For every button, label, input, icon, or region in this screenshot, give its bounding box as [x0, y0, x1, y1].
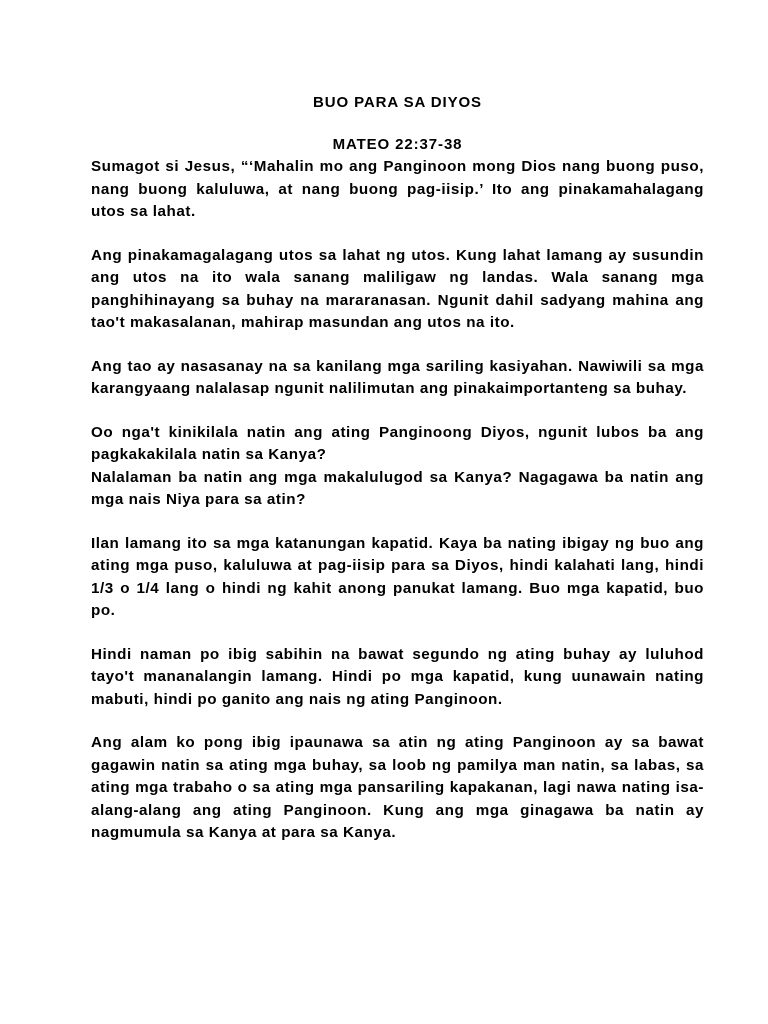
paragraph-2: Ang pinakamagalagang utos sa lahat ng utos. Kung lahat lamang ay susundin ang utos na ito wala sanang maliligaw ng landas. Wala sanang mga panghihinayang sa buhay na mararanasan. Ngunit dahil sadyang mahina ang tao't makasalanan, mahirap masundan ang utos na ito.: [91, 246, 704, 331]
paragraph-7: Hindi naman po ibig sabihin na bawat segundo ng ating buhay ay luluhod tayo't mananalangin lamang. Hindi po mga kapatid, kung uunawain nating mabuti, hindi po ganito ang nais ng ating Panginoon.: [91, 645, 704, 708]
paragraph-1: Sumagot si Jesus, “‘Mahalin mo ang Panginoon mong Dios nang buong puso, nang buong kaluluwa, at nang buong pag-iisip.’ Ito ang pinakamahalagang utos sa lahat.: [91, 158, 704, 220]
paragraph-4: Oo nga't kinikilala natin ang ating Panginoong Diyos, ngunit lubos ba ang pagkakakilala natin sa Kanya?: [91, 423, 704, 463]
scripture-reference: MATEO 22:37-38: [332, 136, 463, 153]
paragraph-8: Ang alam ko pong ibig ipaunawa sa atin ng ating Panginoon ay sa bawat gagawin natin sa ating mga buhay, sa loob ng pamilya man natin, sa labas, sa ating mga trabaho o sa ating mga pansariling kapakanan, lagi nawa nating isa-alang-alang ang ating Panginoon. Kung ang mga ginagawa ba natin ay nagmumula sa Kanya at para sa Kanya.: [91, 734, 704, 841]
paragraph-3: Ang tao ay nasasanay na sa kanilang mga sariling kasiyahan. Nawiwili sa mga karangyaang nalalasap ngunit nalilimutan ang pinakaimportanteng sa buhay.: [91, 357, 704, 397]
paragraph-5: Nalalaman ba natin ang mga makalulugod sa Kanya? Nagagawa ba natin ang mga nais Niya para sa atin?: [91, 468, 704, 508]
paragraph-6: Ilan lamang ito sa mga katanungan kapatid. Kaya ba nating ibigay ng buo ang ating mga puso, kaluluwa at pag-iisip para sa Diyos, hindi kalahati lang, hindi 1/3 o 1/4 lang o hindi ng kahit anong panukat lamang. Buo mga kapatid, buo po.: [91, 534, 704, 619]
document-body: [91, 92, 704, 866]
document-title: BUO PARA SA DIYOS: [313, 94, 482, 111]
